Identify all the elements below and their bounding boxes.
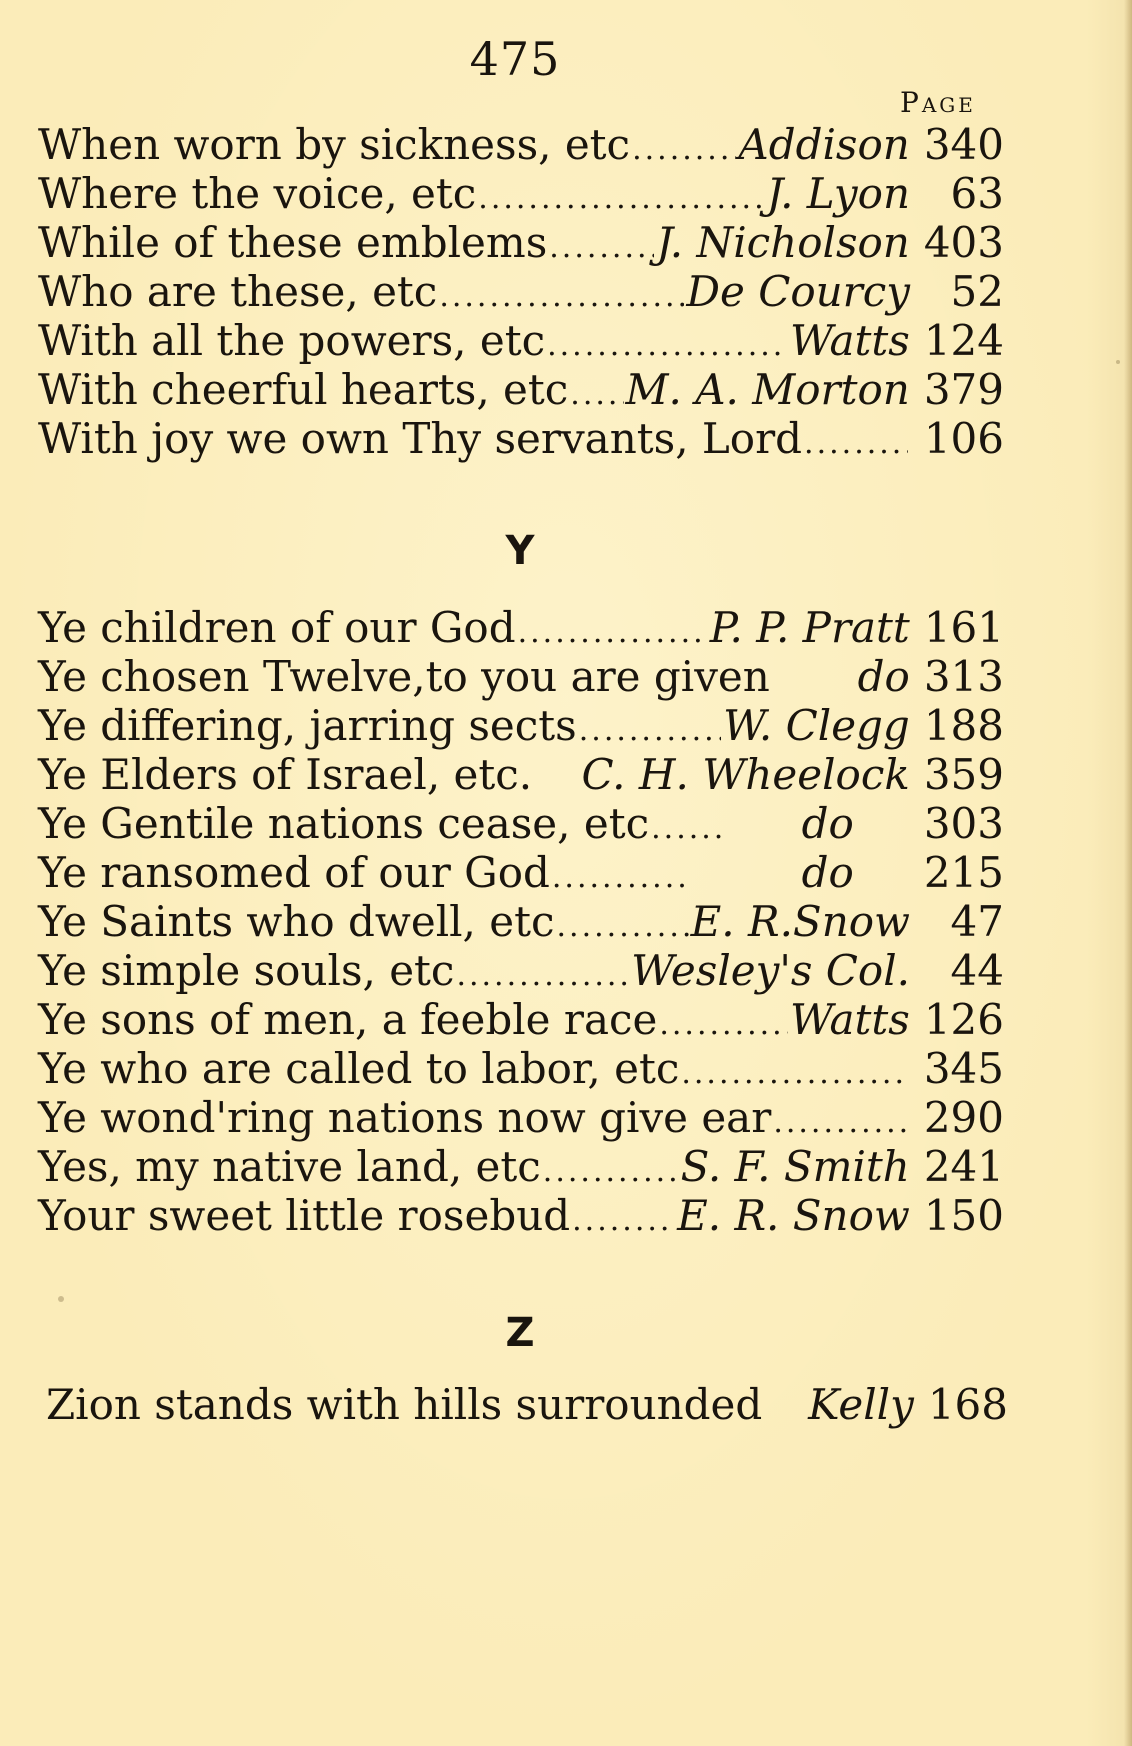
leader-dots [632, 125, 736, 174]
entry-first-line: Who are these, etc [38, 267, 438, 316]
entry-first-line: When worn by sickness, etc [38, 120, 631, 169]
entry-author: Addison [738, 120, 910, 169]
entry-first-line: Ye wond'ring nations now give ear [38, 1093, 772, 1142]
entry-first-line: Ye simple souls, etc [38, 946, 455, 995]
index-entry [38, 365, 1004, 414]
entry-page: 290 [923, 1093, 1004, 1142]
leader-dots [773, 1098, 908, 1147]
entry-page: 403 [923, 218, 1004, 267]
entry-author: Watts [789, 316, 910, 365]
index-section-y [38, 603, 1004, 1240]
entry-author: do [801, 848, 854, 897]
entry-page: 106 [923, 414, 1004, 463]
leader-dots [681, 1049, 907, 1098]
index-entry [38, 267, 1004, 316]
leader-dots [547, 321, 788, 370]
entry-page: 161 [923, 603, 1004, 652]
section-heading-z: Z [505, 1310, 535, 1356]
entry-first-line: Ye children of our God [38, 603, 516, 652]
entry-author: do [857, 652, 910, 701]
index-entry [38, 995, 1004, 1044]
index-entry [38, 848, 1004, 897]
entry-page: 303 [923, 799, 1004, 848]
entry-first-line: Your sweet little rosebud [38, 1191, 571, 1240]
leader-dots [651, 804, 721, 853]
leader-dots [579, 706, 721, 755]
index-entry [38, 652, 1004, 701]
entry-first-line: With all the powers, etc [38, 316, 546, 365]
entry-first-line: Where the voice, etc [38, 169, 477, 218]
index-entry [38, 316, 1004, 365]
entry-author: P. P. Pratt [709, 603, 910, 652]
leader-dots [518, 608, 708, 657]
entry-first-line: Ye differing, jarring sects [38, 701, 577, 750]
entry-author: S. F. Smith [680, 1142, 910, 1191]
leader-dots [439, 272, 684, 321]
entry-author: E. R. Snow [677, 1191, 910, 1240]
index-entry [38, 169, 1004, 218]
index-entry [38, 603, 1004, 652]
index-entry [38, 1142, 1004, 1191]
index-entry [38, 1093, 1004, 1142]
leader-dots [659, 1000, 788, 1049]
leader-dots [478, 174, 764, 223]
leader-dots [570, 370, 623, 419]
entry-author: E. R.Snow [690, 897, 910, 946]
entry-author: Watts [789, 995, 910, 1044]
entry-author: J. Nicholson [656, 218, 910, 267]
entry-page: 340 [923, 120, 1004, 169]
entry-first-line: Ye Saints who dwell, etc [38, 897, 555, 946]
entry-author: De Courcy [686, 267, 910, 316]
section-heading-y: Y [505, 528, 535, 574]
entry-page: 44 [950, 946, 1004, 995]
entry-author: W. Clegg [723, 701, 910, 750]
entry-page: 241 [923, 1142, 1004, 1191]
entry-page: 188 [923, 701, 1004, 750]
leader-dots [557, 902, 689, 951]
index-entry [38, 897, 1004, 946]
paper-speck [58, 1296, 64, 1302]
entry-page: 359 [923, 750, 1004, 799]
entry-page: 124 [923, 316, 1004, 365]
entry-author: Kelly [808, 1380, 914, 1429]
leader-dots [456, 951, 629, 1000]
index-entry [38, 701, 1004, 750]
index-entry [38, 946, 1004, 995]
index-entry [38, 1044, 1004, 1093]
index-entry [38, 1191, 1004, 1240]
entry-page: 168 [927, 1380, 1008, 1429]
index-section-z [46, 1380, 1008, 1429]
entry-author: M. A. Morton [625, 365, 910, 414]
entry-page: 150 [923, 1191, 1004, 1240]
index-entry [38, 750, 1004, 799]
index-entry [38, 120, 1004, 169]
leader-dots [804, 419, 908, 468]
entry-author: J. Lyon [766, 169, 910, 218]
entry-page: 215 [923, 848, 1004, 897]
page-column-label: Page [900, 86, 976, 119]
index-entry [38, 218, 1004, 267]
entry-first-line: Ye who are called to labor, etc [38, 1044, 680, 1093]
index-entry [46, 1380, 1008, 1429]
entry-author: C. H. Wheelock [581, 750, 910, 799]
leader-dots [543, 1147, 679, 1196]
page-edge-shadow [1124, 0, 1132, 1746]
entry-first-line: Ye ransomed of our God [38, 848, 550, 897]
index-entry [38, 414, 1004, 463]
entry-page: 379 [923, 365, 1004, 414]
entry-first-line: Yes, my native land, etc [38, 1142, 541, 1191]
entry-page: 126 [923, 995, 1004, 1044]
leader-dots [552, 853, 692, 902]
leader-dots [549, 223, 654, 272]
entry-page: 52 [950, 267, 1004, 316]
entry-first-line: Zion stands with hills surrounded [46, 1380, 763, 1429]
entry-page: 47 [950, 897, 1004, 946]
entry-first-line: Ye sons of men, a feeble race [38, 995, 658, 1044]
entry-first-line: Ye Elders of Israel, etc. [38, 750, 533, 799]
index-section-w [38, 120, 1004, 463]
leader-dots [572, 1196, 675, 1245]
entry-page: 313 [923, 652, 1004, 701]
entry-first-line: Ye Gentile nations cease, etc [38, 799, 650, 848]
entry-page: 63 [950, 169, 1004, 218]
page-number: 475 [469, 32, 561, 86]
paper-speck [1116, 360, 1120, 364]
entry-first-line: With cheerful hearts, etc [38, 365, 569, 414]
entry-first-line: With joy we own Thy servants, Lord [38, 414, 803, 463]
index-entry [38, 799, 1004, 848]
entry-author: do [801, 799, 854, 848]
entry-first-line: While of these emblems [38, 218, 548, 267]
entry-page: 345 [923, 1044, 1004, 1093]
entry-author: Wesley's Col. [631, 946, 910, 995]
entry-first-line: Ye chosen Twelve,to you are given [38, 652, 770, 701]
